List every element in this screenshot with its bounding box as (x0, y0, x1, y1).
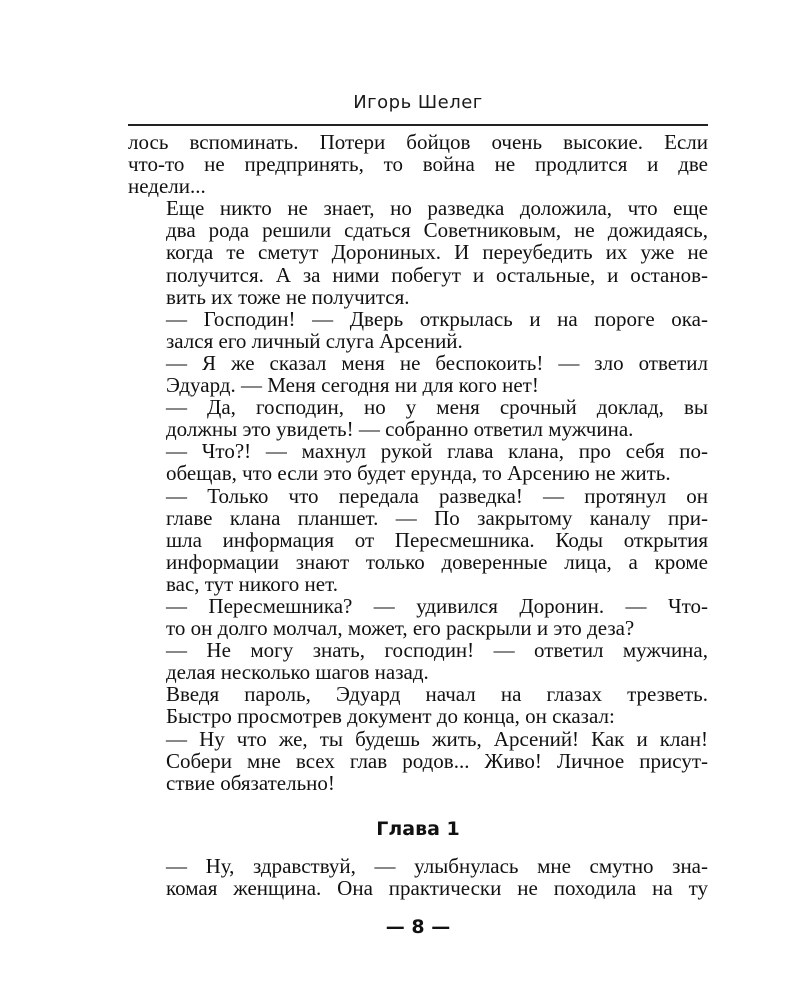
text-line: Введя пароль, Эдуард начал на глазах трезветь. (166, 682, 708, 707)
text-line: — Только что передала разведка! — протянул он (166, 483, 708, 508)
paragraph (128, 197, 708, 307)
text-line: вас, тут никого нет. (166, 571, 338, 596)
chapter-heading: Глава 1 (376, 818, 460, 840)
text-line: то он долго молчал, может, его раскрыли и это деза? (166, 616, 635, 641)
text-line: — Ну что же, ты будешь жить, Арсений! Как и клан! (166, 726, 708, 751)
text-line: главе клана планшет. — По закрытому каналу при- (166, 505, 708, 530)
text-line: — Я же сказал меня не беспокоить! — зло ответил (166, 350, 708, 375)
text-line: — Господин! — Дверь открылась и на пороге ока- (166, 306, 708, 331)
text-line: Быстро просмотрев документ до конца, он сказал: (166, 704, 615, 729)
paragraph (128, 728, 708, 794)
text-line: лось вспоминать. Потери бойцов очень высокие. Если (128, 130, 708, 154)
text-line: — Ну, здравствуй, — улыбнулась мне смутно зна- (166, 854, 708, 878)
text-line: шла информация от Пересмешника. Коды открытия (166, 527, 708, 552)
text-line: зался его личный слуга Арсений. (166, 328, 463, 353)
paragraph (128, 396, 708, 440)
text-line: что-то не предпринять, то война не продлится и две (128, 152, 708, 177)
paragraph (128, 485, 708, 595)
body-text (128, 131, 708, 794)
chapter-body-text (128, 855, 708, 899)
running-header-author: Игорь Шелег (353, 92, 483, 113)
text-line: информации знают только доверенные лица, а кроме (166, 549, 708, 574)
paragraph (128, 352, 708, 396)
paragraph (128, 308, 708, 352)
text-line: комая женщина. Она практически не походила на ту (166, 876, 708, 901)
header-rule (128, 124, 708, 126)
text-line: вить их тоже не получится. (166, 284, 410, 309)
text-line: когда те сметут Дорониных. И переубедить их уже не (166, 240, 708, 265)
text-line: недели... (128, 174, 206, 199)
text-line: делая несколько шагов назад. (166, 660, 429, 685)
text-line: — Что?! — махнул рукой глава клана, про себя по- (166, 439, 708, 464)
text-line: два рода решили сдаться Советниковым, не дожидаясь, (166, 218, 708, 243)
text-line: Еще никто не знает, но разведка доложила, что еще (166, 196, 708, 221)
paragraph (128, 639, 708, 683)
text-line: ствие обязательно! (166, 770, 335, 795)
paragraph (128, 131, 708, 197)
text-line: — Не могу знать, господин! — ответил мужчина, (166, 638, 708, 663)
page-number: — 8 — (385, 916, 451, 938)
paragraph (128, 855, 708, 899)
paragraph (128, 683, 708, 727)
text-line: Собери мне всех глав родов... Живо! Личное присут- (166, 748, 708, 773)
paragraph (128, 440, 708, 484)
text-line: Эдуард. — Меня сегодня ни для кого нет! (166, 373, 539, 398)
text-line: обещав, что если это будет ерунда, то Арсению не жить. (166, 461, 671, 486)
text-line: — Пересмешника? — удивился Доронин. — Что- (166, 593, 708, 618)
text-line: получится. А за ними побегут и остальные, и останов- (166, 262, 708, 287)
text-line: — Да, господин, но у меня срочный доклад, вы (166, 395, 708, 420)
text-line: должны это увидеть! — собранно ответил мужчина. (166, 417, 634, 442)
paragraph (128, 595, 708, 639)
